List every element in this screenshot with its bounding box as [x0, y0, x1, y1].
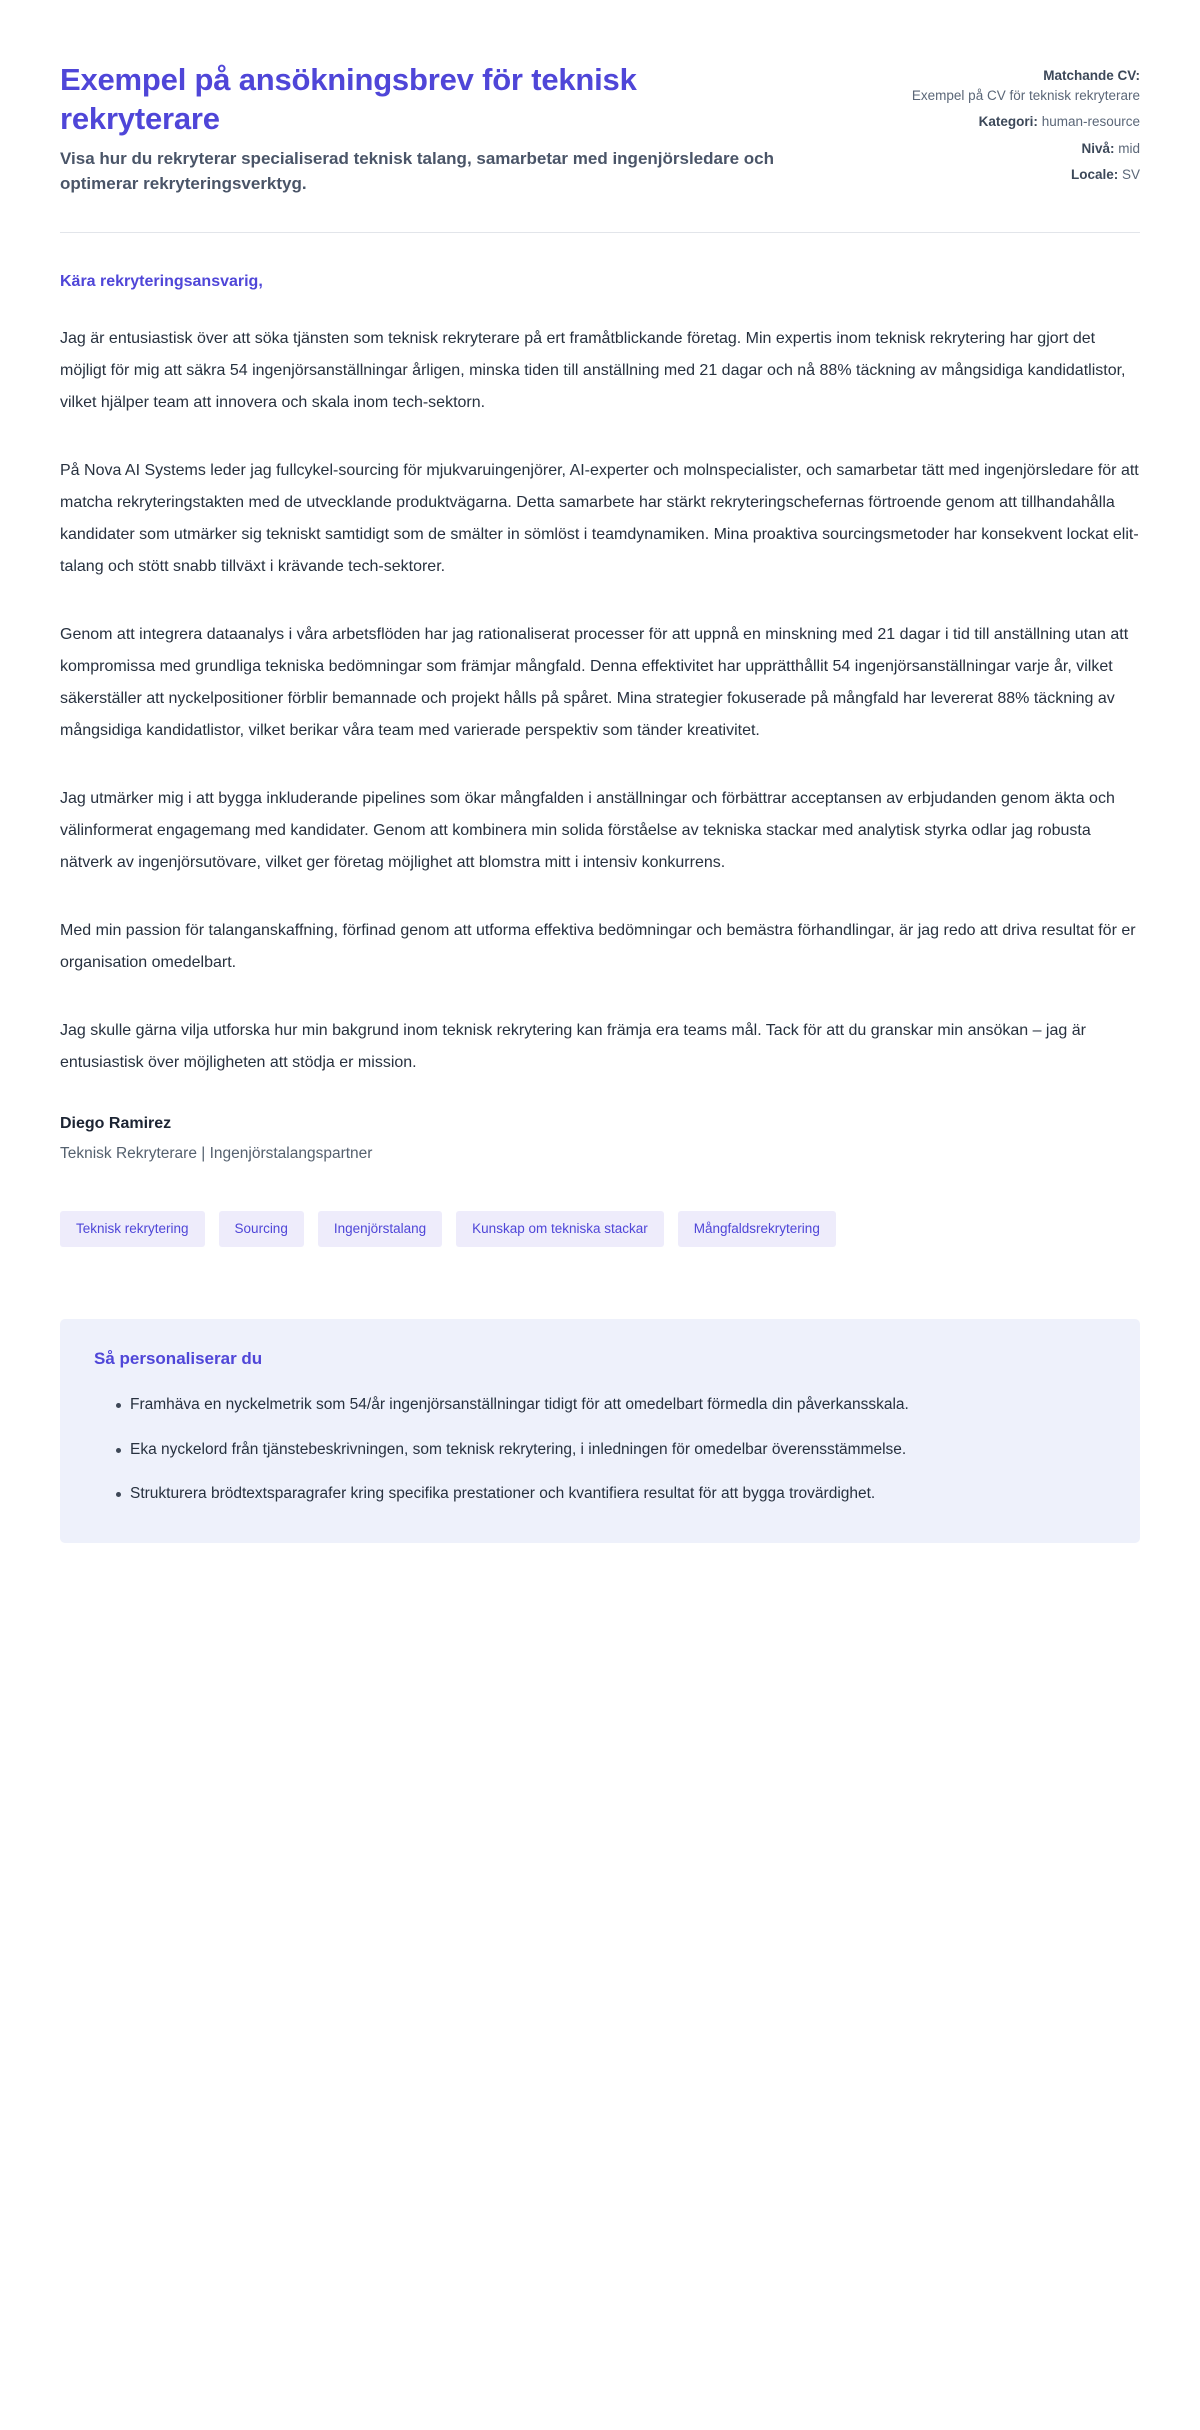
tag-chip[interactable]: Sourcing — [219, 1211, 304, 1247]
document-header — [60, 40, 1140, 196]
signature-name: Diego Ramirez — [60, 1115, 172, 1133]
callout-list — [94, 1391, 1106, 1509]
callout-list-item: Eka nyckelord från tjänstebeskrivningen, som teknisk rekrytering, i inledningen för omedelbar överensstämmelse. — [116, 1436, 1106, 1465]
tag-chip[interactable]: Teknisk rekrytering — [60, 1211, 205, 1247]
meta-level — [900, 139, 1140, 159]
header-title-block — [60, 60, 780, 196]
tag-chip[interactable]: Mångfaldsrekrytering — [678, 1211, 836, 1247]
meta-matching-cv — [900, 66, 1140, 105]
letter-paragraph: Genom att integrera dataanalys i våra arbetsflöden har jag rationaliserat processer för att uppnå en minskning med 21 dagar i tid till anställning utan att kompromissa med grundliga tekniska bedömningar som främjar mångfald. Denna effektivitet har upprätthållit 54 ingenjörsanställningar varje år, vilket säkerställer att nyckelpositioner förblir bemannade och projekt hålls på spåret. Mina strategier fokuserade på mångfald har levererat 88% täckning av mångsidiga kandidatlistor, vilket berikar våra team med varierade perspektiv som tänder kreativitet. — [60, 626, 1129, 740]
callout-list-item: Framhäva en nyckelmetrik som 54/år ingenjörsanställningar tidigt för att omedelbart förmedla din påverkansskala. — [116, 1391, 1106, 1420]
meta-category — [900, 112, 1140, 132]
letter-paragraph: Jag är entusiastisk över att söka tjänsten som teknisk rekryterare på ert framåtblickande företag. Min expertis inom teknisk rekrytering har gjort det möjligt för mig att säkra 54 ingenjörsanställningar årligen, minska tiden till anställning med 21 dagar och nå 88% täckning av mångsidiga kandidatlistor, vilket hjälper team att innovera och skala inom tech-sektorn. — [60, 330, 1126, 412]
personalization-callout — [60, 1319, 1140, 1543]
signature-role: Teknisk Rekryterare | Ingenjörstalangspartner — [60, 1145, 373, 1163]
letter-body — [60, 233, 1140, 1247]
meta-category-value: human-resource — [1041, 114, 1140, 130]
meta-locale-value: SV — [1121, 167, 1140, 183]
signature-block — [60, 1115, 1140, 1163]
page-subtitle: Visa hur du rekryterar specialiserad teknisk talang, samarbetar med ingenjörsledare och optimerar rekryteringsverktyg. — [60, 149, 774, 194]
meta-category-label: Kategori: — [978, 114, 1038, 130]
page-title: Exempel på ansökningsbrev för teknisk rekryterare — [60, 62, 637, 137]
tag-chip[interactable]: Kunskap om tekniska stackar — [456, 1211, 664, 1247]
salutation: Kära rekryteringsansvarig, — [60, 273, 263, 291]
document-meta — [900, 60, 1140, 185]
letter-paragraph: Med min passion för talanganskaffning, förfinad genom att utforma effektiva bedömningar och bemästra förhandlingar, är jag redo att driva resultat för er organisation omedelbart. — [60, 922, 1136, 972]
tag-chip[interactable]: Ingenjörstalang — [318, 1211, 442, 1247]
meta-locale — [900, 165, 1140, 185]
meta-matching-cv-value: Exempel på CV för teknisk rekryterare — [911, 87, 1140, 103]
letter-paragraph: Jag utmärker mig i att bygga inkluderande pipelines som ökar mångfalden i anställningar och förbättrar acceptansen av erbjudanden genom äkta och välinformerat engagemang med kandidater. Genom att kombinera min solida förståelse av tekniska stackar med analytisk styrka odlar jag robusta nätverk av ingenjörsutövare, vilket ger företag möjlighet att blomstra mitt i intensiv konkurrens. — [60, 790, 1115, 872]
meta-level-value: mid — [1118, 140, 1140, 156]
meta-matching-cv-label: Matchande CV: — [1043, 68, 1140, 83]
meta-level-label: Nivå: — [1081, 140, 1115, 156]
letter-paragraph: På Nova AI Systems leder jag fullcykel-sourcing för mjukvaruingenjörer, AI-experter och molnspecialister, och samarbetar tätt med ingenjörsledare för att matcha rekryteringstakten med de utvecklande produktvägarna. Detta samarbete har stärkt rekryteringschefernas förtroende genom att tillhandahålla kandidater som utmärker sig tekniskt samtidigt som de smälter in sömlöst i teamdynamiken. Mina proaktiva sourcingsmetoder har konsekvent lockat elit-talang och stött snabb tillväxt i krävande tech-sektorer. — [60, 462, 1139, 576]
meta-locale-label: Locale: — [1070, 167, 1119, 183]
tag-list — [60, 1211, 960, 1247]
letter-paragraph: Jag skulle gärna vilja utforska hur min bakgrund inom teknisk rekrytering kan främja era teams mål. Tack för att du granskar min ansökan – jag är entusiastisk över möjligheten att stödja er mission. — [60, 1022, 1086, 1072]
callout-title: Så personaliserar du — [94, 1348, 263, 1368]
callout-list-item: Strukturera brödtextsparagrafer kring specifika prestationer och kvantifiera resultat för att bygga trovärdighet. — [116, 1480, 1106, 1509]
